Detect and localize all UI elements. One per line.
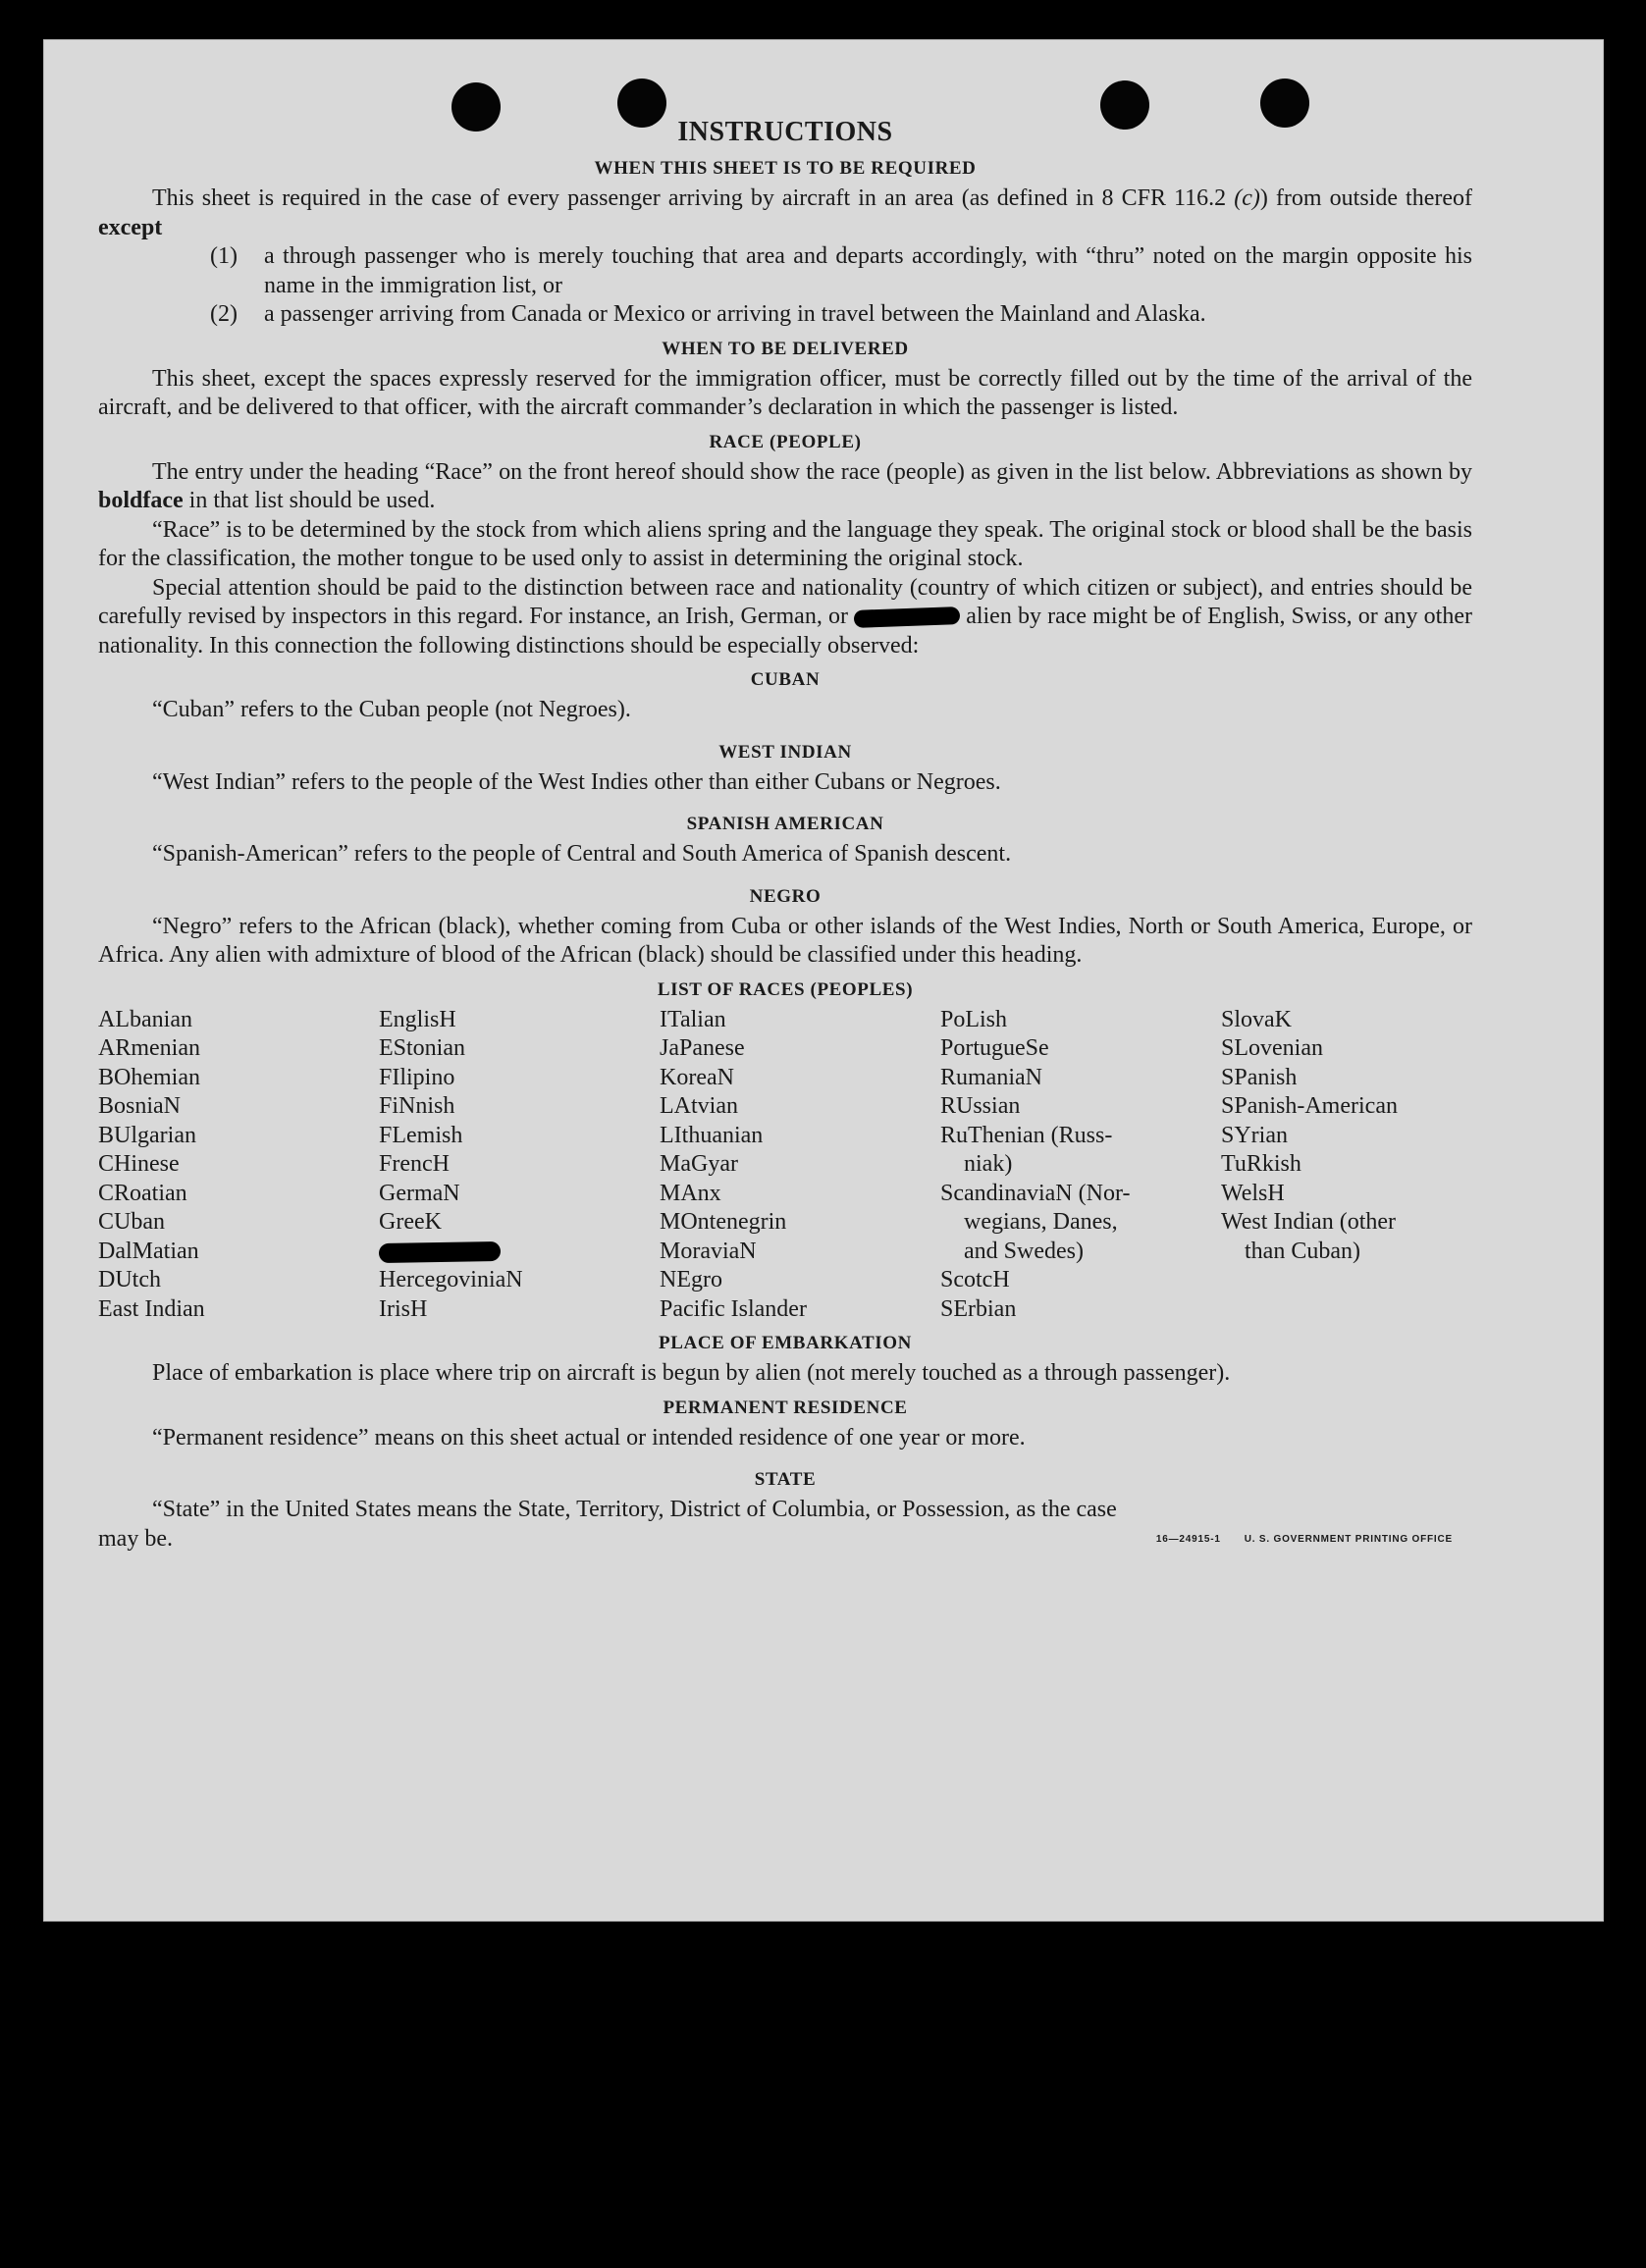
state-text: “State” in the United States means the State, Territory, District of Columbia, or Possession, as the case [152, 1497, 1117, 1522]
race-entry: EnglisH [379, 1006, 456, 1032]
race-entry: wegians, Danes, [964, 1209, 1118, 1235]
race-entry: GreeK [379, 1209, 442, 1235]
race-paragraph-3: Special attention should be paid to the distinction between race and nationality (country of which citizen or subject), and entries should be carefully revised by inspectors in this regard. For instance, an Irish, German, or alien by race might be of English, Swiss, or any other nationality. In this connection the following distinctions should be especially observed: [98, 574, 1472, 659]
spanish-american-text: “Spanish-American” refers to the people of Central and South America of Spanish descent. [152, 841, 1012, 867]
heading-list-of-races: LIST OF RACES (PEOPLES) [657, 978, 914, 1000]
race-entry: CUban [98, 1209, 165, 1235]
race-column-4 [940, 1006, 1221, 1325]
footer-line [98, 1525, 1472, 1555]
race-entry: HercegoviniaN [379, 1267, 523, 1292]
race-entry: IrisH [379, 1295, 428, 1322]
race-entry-redacted [379, 1238, 660, 1267]
race-entry: RUssian [940, 1093, 1021, 1119]
race-entry: than Cuban) [1245, 1238, 1360, 1264]
race-column-1 [98, 1006, 379, 1325]
race-entry: SErbian [940, 1295, 1017, 1322]
required-item-2: (2) a passenger arriving from Canada or Mexico or arriving in travel between the Mainland and Alaska. [210, 301, 1206, 327]
race-entry: BUlgarian [98, 1122, 196, 1148]
race-list [98, 1006, 1472, 1325]
redaction-mark [854, 607, 961, 629]
race-entry: MaGyar [660, 1151, 738, 1177]
delivered-text: This sheet, except the spaces expressly reserved for the immigration officer, must be correctly filled out by the time of the arrival of the aircraft, and be delivered to that officer, with the aircraft commander’s declaration in which the passenger is listed. [98, 365, 1472, 420]
race-entry: PortugueSe [940, 1035, 1049, 1061]
residence-text: “Permanent residence” means on this sheet actual or intended residence of one year or more. [152, 1424, 1026, 1450]
race-entry: KoreaN [660, 1064, 734, 1090]
race-entry: NEgro [660, 1267, 722, 1292]
heading-west-indian: WEST INDIAN [718, 741, 852, 763]
required-item-1: (1) a through passenger who is merely touching that area and departs accordingly, with “thru” noted on the margin opposite his name in the immigration list, or [210, 243, 1472, 298]
heading-delivered: WHEN TO BE DELIVERED [662, 338, 909, 359]
race-entry: FrencH [379, 1151, 450, 1177]
race-entry: SlovaK [1221, 1006, 1292, 1032]
race-entry: ARmenian [98, 1035, 200, 1061]
race-entry: CHinese [98, 1151, 180, 1177]
race-entry: ScotcH [940, 1267, 1010, 1292]
race-entry: CRoatian [98, 1180, 187, 1206]
printer-name: U. S. GOVERNMENT PRINTING OFFICE [1244, 1533, 1453, 1545]
race-entry: Pacific Islander [660, 1295, 807, 1322]
race-entry: FLemish [379, 1122, 463, 1148]
heading-state: STATE [754, 1469, 817, 1490]
race-entry: SLovenian [1221, 1035, 1323, 1061]
race-column-5 [1221, 1006, 1466, 1325]
heading-race: RACE (PEOPLE) [709, 431, 862, 452]
heading-negro: NEGRO [749, 885, 822, 907]
race-entry: WelsH [1221, 1180, 1285, 1206]
race-entry: DUtch [98, 1267, 161, 1292]
embarkation-text: Place of embarkation is place where trip on aircraft is begun by alien (not merely touched as a through passenger). [152, 1360, 1231, 1386]
race-entry: BOhemian [98, 1064, 200, 1090]
cuban-text: “Cuban” refers to the Cuban people (not Negroes). [152, 697, 631, 722]
race-entry: SPanish [1221, 1064, 1298, 1090]
redaction-mark [379, 1241, 501, 1263]
race-column-3 [660, 1006, 940, 1325]
instructions-content [98, 116, 1472, 1554]
west-indian-text: “West Indian” refers to the people of the West Indies other than either Cubans or Negroes. [152, 768, 1001, 795]
race-entry: FiNnish [379, 1093, 455, 1119]
race-entry: SYrian [1221, 1122, 1288, 1148]
race-entry: East Indian [98, 1295, 205, 1322]
race-entry: DalMatian [98, 1238, 199, 1264]
printer-imprint [1156, 1525, 1472, 1555]
race-entry: SPanish-American [1221, 1093, 1398, 1119]
race-entry: West Indian (other [1221, 1209, 1397, 1235]
form-number: 16—24915-1 [1155, 1533, 1221, 1545]
heading-embarkation: PLACE OF EMBARKATION [659, 1333, 912, 1353]
race-paragraph-1: The entry under the heading “Race” on the front hereof should show the race (people) as given in the list below. Abbreviations as shown by boldface in that list should be used. [98, 458, 1472, 513]
race-entry: LAtvian [660, 1093, 738, 1119]
race-entry: LIthuanian [660, 1122, 764, 1148]
required-intro: This sheet is required in the case of every passenger arriving by aircraft in an area (as defined in 8 CFR 116.2 (c)) from outside thereof except [98, 185, 1473, 240]
page-title: INSTRUCTIONS [677, 117, 893, 147]
race-entry: FIlipino [379, 1064, 455, 1090]
race-entry: RuThenian (Russ- [940, 1122, 1113, 1148]
race-entry: and Swedes) [964, 1238, 1084, 1264]
race-entry: niak) [964, 1151, 1013, 1177]
race-entry: TuRkish [1221, 1151, 1301, 1177]
state-text-end: may be. [98, 1525, 173, 1552]
race-entry: MOntenegrin [660, 1209, 787, 1235]
race-entry: MAnx [660, 1180, 721, 1206]
race-entry: ALbanian [98, 1006, 192, 1032]
race-entry: RumaniaN [940, 1064, 1042, 1090]
heading-required: WHEN THIS SHEET IS TO BE REQUIRED [594, 158, 977, 179]
race-entry: ITalian [660, 1006, 726, 1032]
race-entry: JaPanese [660, 1035, 745, 1061]
race-entry: MoraviaN [660, 1238, 757, 1264]
race-entry: EStonian [379, 1035, 465, 1061]
race-entry: ScandinaviaN (Nor- [940, 1180, 1131, 1206]
race-entry: PoLish [940, 1006, 1008, 1032]
heading-cuban: CUBAN [750, 669, 821, 690]
heading-residence: PERMANENT RESIDENCE [663, 1397, 908, 1418]
negro-text: “Negro” refers to the African (black), whether coming from Cuba or other islands of the West Indies, North or South America, Europe, or Africa. Any alien with admixture of blood of the African (black) should be classified under this heading. [98, 913, 1472, 968]
race-paragraph-2: “Race” is to be determined by the stock from which aliens spring and the language they speak. The original stock or blood shall be the basis for the classification, the mother tongue to be used only to assist in determining the original stock. [98, 516, 1472, 571]
race-entry: GermaN [379, 1180, 460, 1206]
race-entry: BosniaN [98, 1093, 181, 1119]
heading-spanish-american: SPANISH AMERICAN [686, 814, 884, 834]
race-column-2 [379, 1006, 660, 1325]
